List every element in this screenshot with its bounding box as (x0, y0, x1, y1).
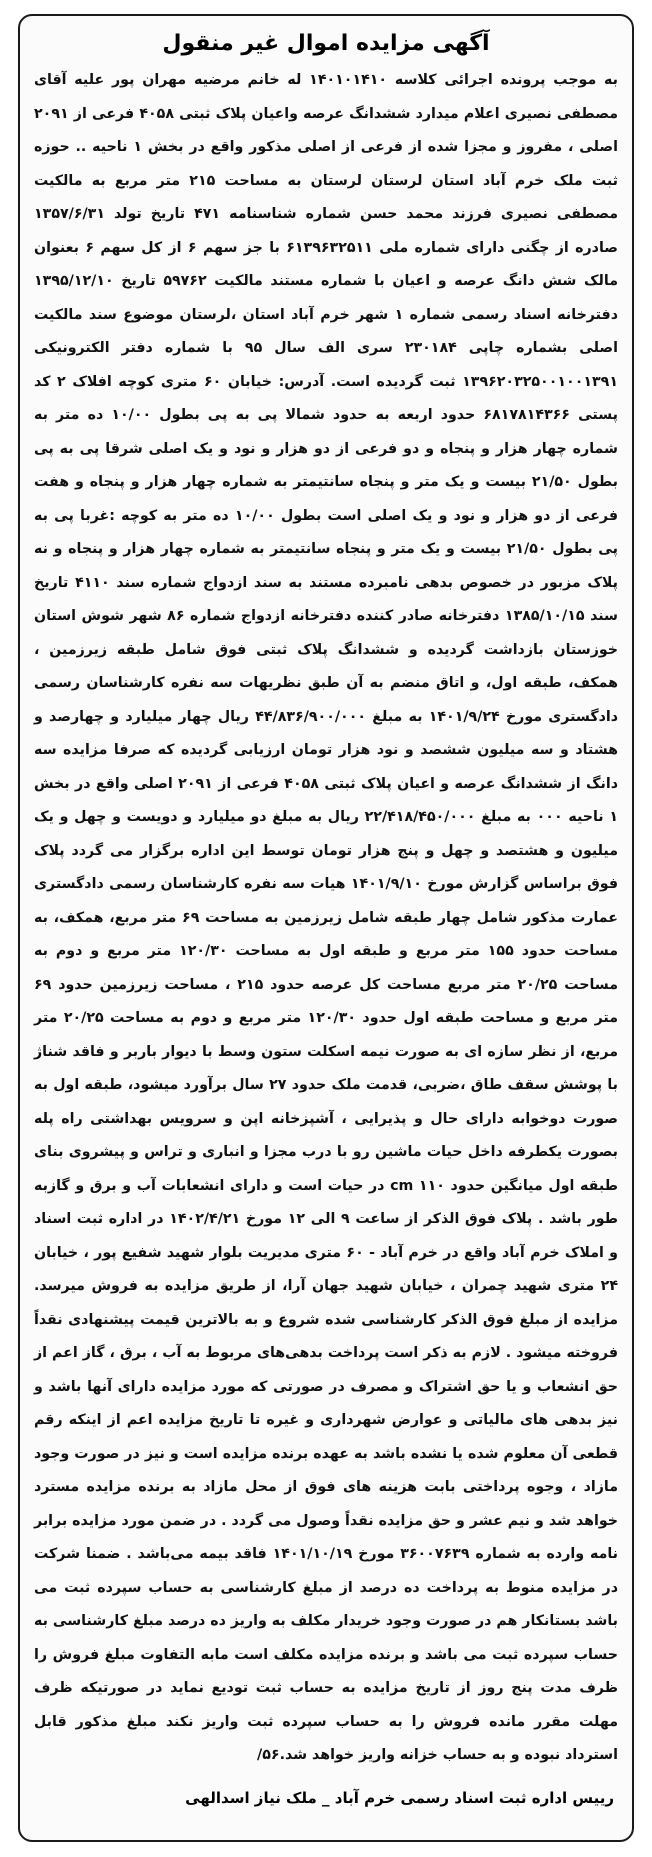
notice-title: آگهی مزایده اموال غیر منقول (162, 31, 490, 56)
notice-body: به موجب پرونده اجرائی کلاسه ۱۴۰۱۰۱۴۱۰ له خانم مرضیه مهران پور علیه آقای مصطفی نصیری اعلام میدارد ششدانگ عرصه واعیان پلاک ثبتی ۴۰۵۸ فرعی از ۲۰۹۱ اصلی ، مفروز و مجزا شده از فرعی از اصلی مذکور واقع در بخش ۱ ناحیه .. حوزه ثبت ملک خرم آباد استان لرستان لرستان به مساحت ۲۱۵ متر مربع به مالکیت مصطفی نصیری فرزند محمد حسن شماره شناسنامه ۴۷۱ تاریخ تولد ۱۳۵۷/۶/۳۱ صادره از چگنی دارای شماره ملی ۶۱۳۹۶۳۲۵۱۱ با جز سهم ۶ از کل سهم ۶ بعنوان مالک شش دانگ عرصه و اعیان با شماره مستند مالکیت ۵۹۷۶۲ تاریخ ۱۳۹۵/۱۲/۱۰ دفترخانه اسناد رسمی شماره ۱ شهر خرم آباد استان ،لرستان موضوع سند مالکیت اصلی بشماره چاپی ۲۳۰۱۸۴ سری الف سال ۹۵ با شماره دفتر الکترونیکی ۱۳۹۶۲۰۳۲۵۰۰۱۰۰۱۳۹۱ ثبت گردیده است. آدرس: خیابان ۶۰ متری کوچه افلاک ۲ کد پستی ۶۸۱۷۸۱۴۳۶۶ حدود اربعه به حدود شمالا پی به پی بطول ۱۰/۰۰ ده متر به شماره چهار هزار و پنجاه و دو فرعی از دو هزار و نود و یک اصلی شرقا پی به پی بطول ۲۱/۵۰ بیست و یک متر و پنجاه سانتیمتر به شماره چهار هزار و پنجاه و هفت فرعی از دو هزار و نود و یک اصلی است بطول ۱۰/۰۰ ده متر به کوچه :غربا پی به پی بطول ۲۱/۵۰ بیست و یک متر و پنجاه سانتیمتر به شماره چهار هزار و پنجاه و نه پلاک مزبور در خصوص بدهی نامبرده مستند به سند ازدواج شماره سند ۴۱۱۰ تاریخ سند ۱۳۸۵/۱۰/۱۵ دفترخانه صادر کننده دفترخانه ازدواج شماره ۸۶ شهر شوش استان خوزستان بازداشت گردیده و ششدانگ پلاک ثبتی فوق شامل طبقه زیرزمین ، همکف، طبقه اول، و اتاق منضم به آن طبق نظریهات سه نفره کارشناسان رسمی دادگستری مورخ ۱۴۰۱/۹/۲۴ به مبلغ ۴۴/۸۳۶/۹۰۰/۰۰۰ ریال چهار میلیارد و چهارصد و هشتاد و سه میلیون ششصد و نود هزار تومان ارزیابی گردیده که صرفا مزایده سه دانگ از ششدانگ عرصه و اعیان پلاک ثبتی ۴۰۵۸ فرعی از ۲۰۹۱ اصلی واقع در بخش ۱ ناحیه ۰۰۰ به مبلغ ۲۲/۴۱۸/۴۵۰/۰۰۰ ریال به مبلغ دو میلیارد و دویست و چهل و یک میلیون و هشتصد و چهل و پنج هزار تومان توسط این اداره برگزار می گردد پلاک فوق براساس گزارش مورخ ۱۴۰۱/۹/۱۰ هیات سه نفره کارشناسان رسمی دادگستری عمارت مذکور شامل چهار طبقه شامل زیرزمین به مساحت ۶۹ متر مربع، همکف، به مساحت حدود ۱۵۵ متر مربع و طبقه اول به مساحت ۱۲۰/۳۰ متر مربع و دوم به مساحت ۲۰/۲۵ متر مربع مساحت کل عرصه حدود ۲۱۵ ، مساحت زیرزمین حدود ۶۹ متر مربع و مساحت طبقه اول حدود ۱۲۰/۳۰ متر مربع و دوم به مساحت ۲۰/۲۵ متر مربع، از نظر سازه ای به صورت نیمه اسکلت ستون وسط با دیوار باربر و فاقد شناژ با پوشش سقف طاق ،ضربی، قدمت ملک حدود ۲۷ سال برآورد میشود، طبقه اول به صورت دوخوابه دارای حال و پذیرایی ، آشپزخانه اپن و سرویس بهداشتی راه پله بصورت یکطرفه داخل حیات ماشین رو با درب مجزا و انباری و تراس و پیشروی بنای طبقه اول میانگین حدود ۱۱۰ cm در حیات است و دارای انشعابات آب و برق و گازبه طور باشد . پلاک فوق الذکر از ساعت ۹ الی ۱۲ مورخ ۱۴۰۲/۴/۲۱ در اداره ثبت اسناد و املاک خرم آباد واقع در خرم آباد - ۶۰ متری مدیریت بلوار شهید شفیع پور ، خیابان ۲۴ متری شهید چمران ، خیابان شهید جهان آرا، از طریق مزایده به فروش میرسد. مزایده از مبلغ فوق الذکر کارشناسی شده شروع و به بالاترین قیمت پیشنهادی نقداً فروخته میشود . لازم به ذکر است پرداخت بدهی‌های مربوط به آب ، برق ، گاز اعم از حق انشعاب و یا حق اشتراک و مصرف در صورتی که مورد مزایده دارای آنها باشد و نیز بدهی های مالیاتی و عوارض شهرداری و غیره تا تاریخ مزایده اعم از اینکه رقم قطعی آن معلوم شده یا نشده باشد به عهده برنده مزایده است و نیز در صورت وجود مازاد ، وجوه پرداختی بابت هزینه های فوق از محل مازاد به برنده مزایده مسترد خواهد شد و نیم عشر و حق مزایده نقداً وصول می گردد . در ضمن مورد مزایده برابر نامه وارده به شماره ۳۶۰۰۷۶۳۹ مورخ ۱۴۰۱/۱۰/۱۹ فاقد بیمه می‌باشد . ضمنا شرکت در مزایده منوط به پرداخت ده درصد از مبلغ کارشناسی به حساب سپرده ثبت می باشد بستانکار هم در صورت وجود خریدار مکلف به واریز ده درصد مبلغ کارشناسی به حساب سپرده ثبت می باشد و برنده مزایده مکلف است مابه التفاوت مبلغ فروش را ظرف مدت پنج روز از تاریخ مزایده به حساب ثبت تودیع نماید در صورتیکه ظرف مهلت مقرر مانده فروش را به حساب سپرده ثبت واریز نکند مبلغ مذکور قابل استرداد نبوده و به حساب خزانه واریز خواهد شد.۵۶/ (34, 72, 619, 1763)
auction-notice (18, 14, 634, 1842)
notice-signature: رییس اداره ثبت اسناد رسمی خرم آباد _ ملک نیاز اسدالهی (185, 1789, 614, 1807)
